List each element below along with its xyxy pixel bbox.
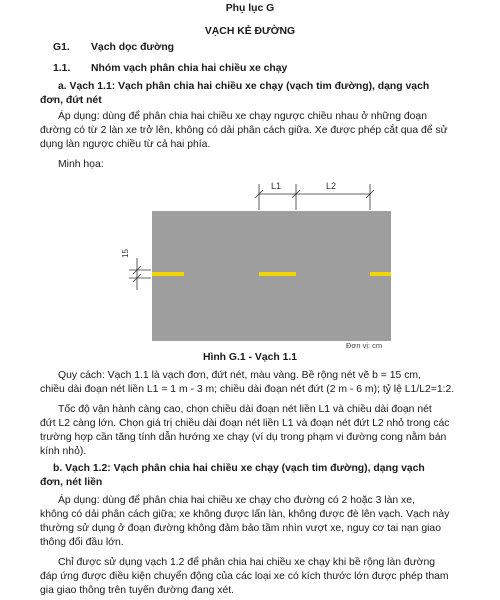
item-a-apply-line3: dụng làn ngược chiều từ cả hai phía. [40, 139, 211, 150]
item-b-only-line2: đáp ứng được điều kiện chuyển động của các loại xe có kích thước lớn được phép tham [40, 571, 449, 582]
item-a-heading-line2: đơn, đứt nét [40, 95, 102, 106]
spec-line1: Quy cách: Vạch 1.1 là vạch đơn, đứt nét, màu vàng. Bề rộng nét vẽ b = 15 cm, [58, 370, 421, 381]
item-b-only-line1: Chỉ được sử dụng vạch 1.2 để phân chia hai chiều xe chạy khi bề rộng làn đường [58, 557, 436, 568]
appendix-title: Phụ lục G [225, 3, 275, 14]
section-title: Vạch dọc đường [91, 42, 175, 53]
speed-line1: Tốc độ vận hành càng cao, chọn chiều dài đoạn nét liền L1 và chiều dài đoạn nét [58, 404, 432, 415]
item-b-apply-line2: không có dải phân cách giữa; xe không được lấn làn, không được đè lên vạch. Vạch này [40, 509, 450, 520]
spec-line2: chiều dài đoạn nét liền L1 = 1 m - 3 m; chiều dài đoạn nét đứt (2 m - 6 m); tỷ lệ L1/L2=1:2. [40, 384, 455, 395]
dim-l2-label: L2 [326, 181, 337, 191]
speed-line4: kính nhỏ). [40, 446, 87, 457]
item-b-only-line3: gia giao thông trên tuyến đường đang xét. [40, 585, 235, 596]
item-a-heading-line1: a. Vạch 1.1: Vạch phân chia hai chiều xe chạy (vạch tim đường), dạng vạch [58, 81, 430, 92]
chapter-title: VẠCH KẺ ĐƯỜNG [204, 26, 296, 37]
subsection-title: Nhóm vạch phân chia hai chiều xe chạy [91, 63, 288, 74]
item-a-apply-line1: Áp dụng: dùng để phân chia hai chiều xe chạy ngược chiều nhau ở những đoạn [58, 111, 427, 122]
item-b-heading-line2: đơn, nét liền [40, 477, 103, 488]
item-b-heading-line1: b. Vạch 1.2: Vạch phân chia hai chiều xe chạy (vạch tim đường), dạng vạch [53, 463, 425, 474]
speed-line2: đứt L2 càng lớn. Chọn giá trị chiều dài đoạn nét liền L1 và đoạn nét đứt L2 nhỏ trong các [40, 418, 450, 429]
dim-l1-label: L1 [271, 181, 282, 191]
item-a-apply-line2: đường có từ 2 làn xe trở lên, không có dải phân cách giữa. Xe được phép cắt qua để sử [40, 125, 448, 136]
illustration-label: Minh họa: [58, 159, 104, 170]
unit-note: Đơn vị: cm [346, 341, 383, 350]
item-b-apply-line3: thường sử dụng ở đoạn đường không đảm bảo tầm nhìn vượt xe, nguy cơ tai nạn giao [40, 523, 441, 534]
figure-caption: Hình G.1 - Vạch 1.1 [202, 352, 298, 363]
section-number: G1. [53, 42, 70, 53]
subsection-number: 1.1. [53, 63, 71, 74]
dash-segment [259, 272, 296, 276]
dash-segment [152, 272, 184, 276]
speed-line3: trường hợp cần tăng tính dẫn hướng xe chạy (ví dụ trong phạm vi đường cong nằm bán [40, 432, 447, 443]
dash-segment [370, 272, 391, 276]
item-b-apply-line4: thông đối đầu lớn. [40, 537, 124, 548]
dim-15-label: 15 [121, 249, 130, 258]
item-b-apply-line1: Áp dụng: dùng để phân chia hai chiều xe chạy cho đường có 2 hoặc 3 làn xe, [58, 495, 415, 506]
